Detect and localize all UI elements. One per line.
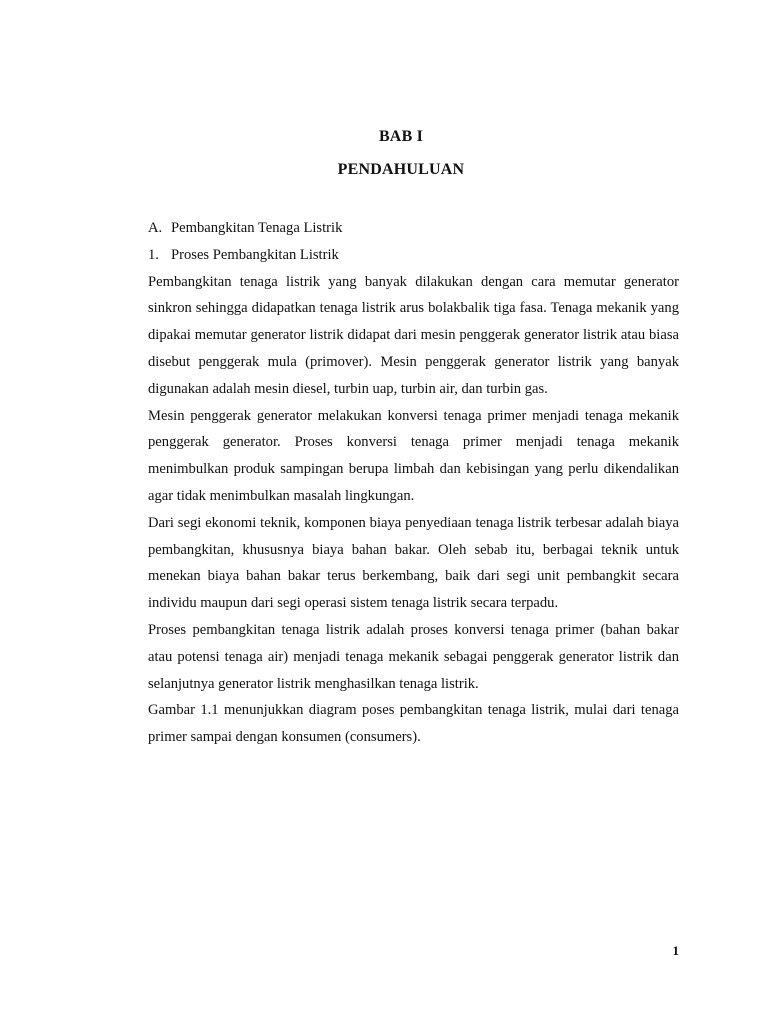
subsection-marker: 1. xyxy=(148,246,159,263)
paragraph: Pembangkitan tenaga listrik yang banyak dilakukan dengan cara memutar generator sinkron sehingga didapatkan tenaga listrik arus bolakbalik tiga fasa. Tenaga mekanik yang dipakai memutar generator listrik didapat dari mesin penggerak generator listrik atau biasa disebut penggerak mula (primover). Mesin penggerak generator listrik yang banyak digunakan adalah mesin diesel, turbin uap, turbin air, dan turbin gas. xyxy=(148,273,679,397)
paragraph: Mesin penggerak generator melakukan konversi tenaga primer menjadi tenaga mekanik penggerak generator. Proses konversi tenaga primer menjadi tenaga mekanik menimbulkan produk sampingan berupa limbah dan kebisingan yang perlu dikendalikan agar tidak menimbulkan masalah lingkungan. xyxy=(148,407,679,504)
chapter-number: BAB I xyxy=(378,128,424,145)
page-number: 1 xyxy=(672,943,679,958)
paragraph: Dari segi ekonomi teknik, komponen biaya penyediaan tenaga listrik terbesar adalah biaya pembangkitan, khususnya biaya bahan bakar. Oleh sebab itu, berbagai teknik untuk menekan biaya bahan bakar terus berkembang, baik dari segi unit pembangkit secara individu maupun dari segi operasi sistem tenaga listrik secara terpadu. xyxy=(148,514,679,612)
paragraph: Proses pembangkitan tenaga listrik adalah proses konversi tenaga primer (bahan bakar atau potensi tenaga air) menjadi tenaga mekanik sebagai penggerak generator listrik dan selanjutnya generator listrik menghasilkan tenaga listrik. xyxy=(148,621,679,692)
document-body xyxy=(148,215,679,751)
section-title: Pembangkitan Tenaga Listrik xyxy=(171,220,343,236)
paragraph: Gambar 1.1 menunjukkan diagram poses pembangkitan tenaga listrik, mulai dari tenaga primer sampai dengan konsumen (consumers). xyxy=(148,702,679,746)
chapter-title: PENDAHULUAN xyxy=(337,161,465,178)
section-marker: A. xyxy=(148,220,163,236)
section-heading xyxy=(148,215,679,242)
subsection-title: Proses Pembangkitan Listrik xyxy=(171,246,339,263)
subsection-heading xyxy=(148,242,679,269)
